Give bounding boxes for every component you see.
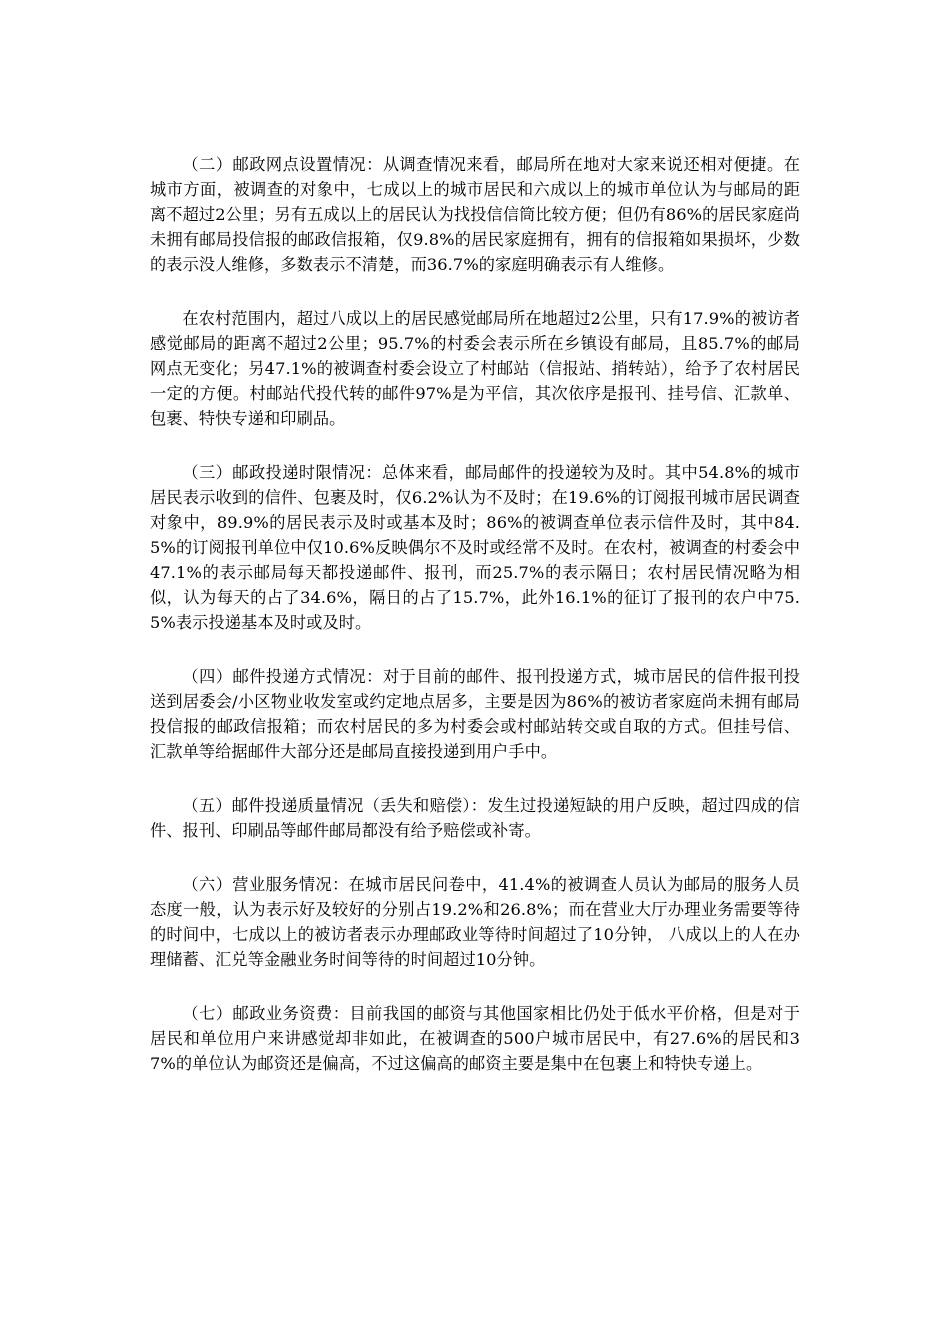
- paragraph-postal-tariffs: （七）邮政业务资费：目前我国的邮资与其他国家相比仍处于低水平价格，但是对于居民和单位用户来讲感觉却非如此，在被调查的500户城市居民中，有27.6%的居民和37%的单位认为邮资还是偏高，不过这偏高的邮资主要是集中在包裹上和特快专递上。: [150, 1004, 800, 1073]
- paragraph-counter-service: （六）营业服务情况：在城市居民问卷中，41.4%的被调查人员认为邮局的服务人员态度一般，认为表示好及较好的分别占19.2%和26.8%；而在营业大厅办理业务需要等待的时间中，七成以上的被访者表示办理邮政业等待时间超过了10分钟， 八成以上的人在办理储蓄、汇兑等金融业务时间等待的时间超过10分钟。: [150, 875, 800, 969]
- paragraph-delivery-method: （四）邮件投递方式情况：对于目前的邮件、报刊投递方式，城市居民的信件报刊投送到居委会/小区物业收发室或约定地点居多，主要是因为86%的被访者家庭尚未拥有邮局投信报的邮政信报箱；而农村居民的多为村委会或村邮站转交或自取的方式。但挂号信、汇款单等给据邮件大部分还是邮局直接投递到用户手中。: [150, 667, 800, 761]
- paragraph-delivery-timeliness: （三）邮政投递时限情况：总体来看，邮局邮件的投递较为及时。其中54.8%的城市居民表示收到的信件、包裹及时，仅6.2%认为不及时；在19.6%的订阅报刊城市居民调查对象中，89.9%的居民表示及时或基本及时；86%的被调查单位表示信件及时，其中84.5%的订阅报刊单位中仅10.6%反映偶尔不及时或经常不及时。在农村，被调查的村委会中47.1%的表示邮局每天都投递邮件、报刊，而25.7%的表示隔日；农村居民情况略为相似，认为每天的占了34.6%，隔日的占了15.7%，此外16.1%的征订了报刊的农户中75.5%表示投递基本及时或及时。: [150, 463, 800, 632]
- paragraph-delivery-quality: （五）邮件投递质量情况（丢失和赔偿）：发生过投递短缺的用户反映，超过四成的信件、报刊、印刷品等邮件邮局都没有给予赔偿或补寄。: [150, 796, 800, 840]
- paragraph-rural-outlets: 在农村范围内，超过八成以上的居民感觉邮局所在地超过2公里，只有17.9%的被访者感觉邮局的距离不超过2公里；95.7%的村委会表示所在乡镇设有邮局，且85.7%的邮局网点无变化；另47.1%的被调查村委会设立了村邮站（信报站、捎转站），给予了农村居民一定的方便。村邮站代投代转的邮件97%是为平信，其次依序是报刊、挂号信、汇款单、包裹、特快专递和印刷品。: [150, 309, 800, 428]
- paragraph-postal-outlets: （二）邮政网点设置情况：从调查情况来看，邮局所在地对大家来说还相对便捷。在城市方面，被调查的对象中，七成以上的城市居民和六成以上的城市单位认为与邮局的距离不超过2公里；另有五成以上的居民认为找投信信筒比较方便；但仍有86%的居民家庭尚未拥有邮局投信报的邮政信报箱，仅9.8%的居民家庭拥有，拥有的信报箱如果损坏，少数的表示没人维修，多数表示不清楚，而36.7%的家庭明确表示有人维修。: [150, 155, 800, 274]
- document-body: [150, 152, 800, 1105]
